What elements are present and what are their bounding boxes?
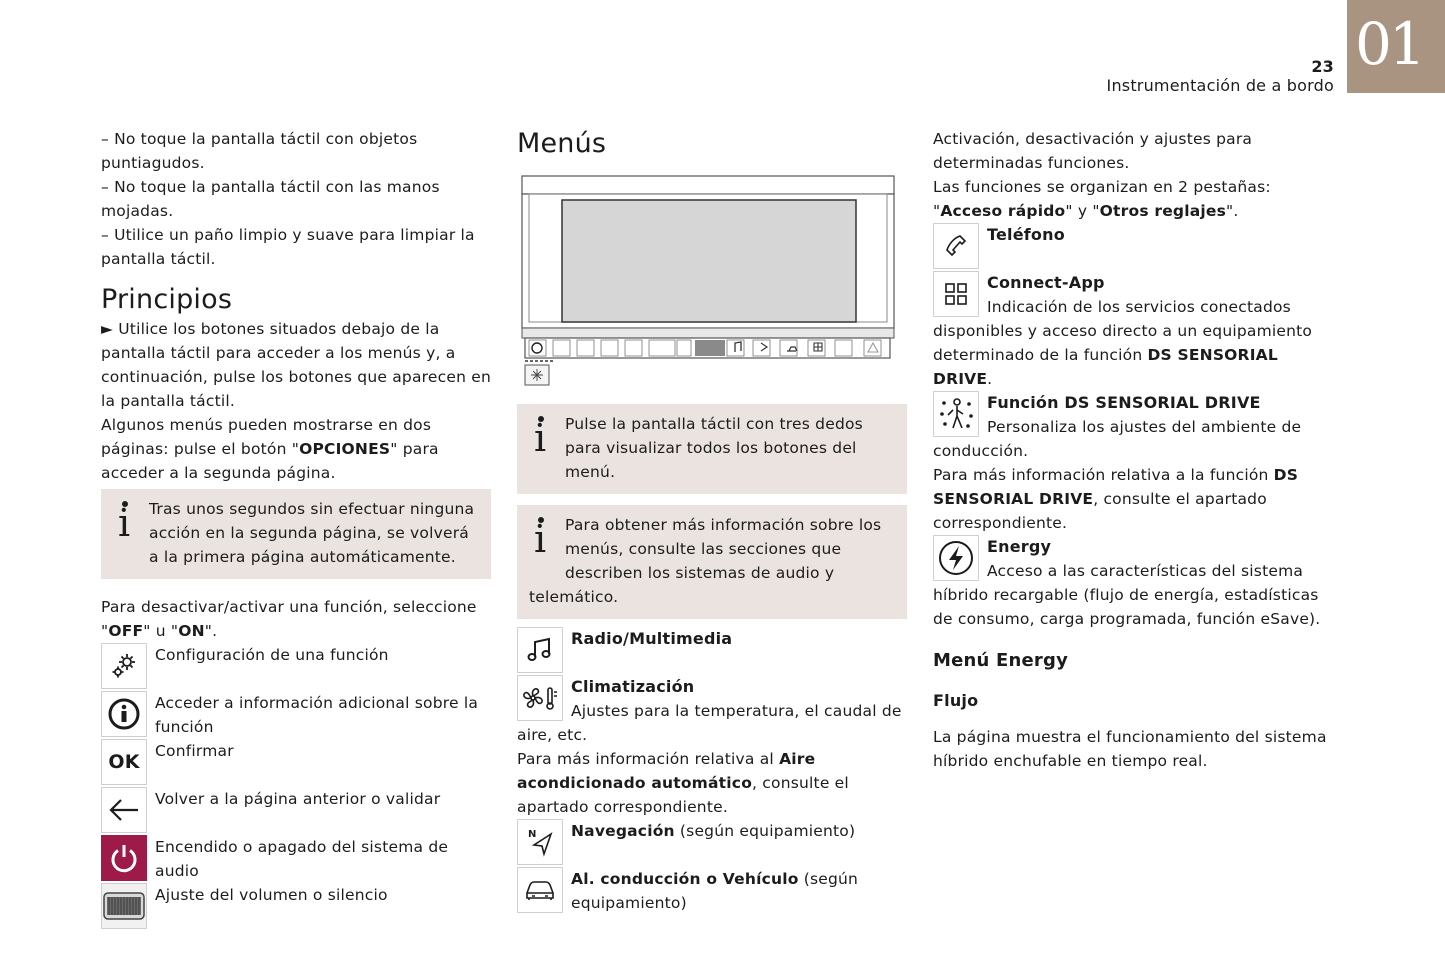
info-box-second-page [101,489,491,579]
section-title: Instrumentación de a bordo [1106,76,1334,95]
item-power-label: Encendido o apagado del sistema de audio [155,838,449,880]
chapter-number: 01 [1355,10,1423,78]
power-icon [101,835,147,881]
touchscreen-diagram [517,173,897,388]
menu-energy-heading: Menú Energy [933,650,1069,671]
menu-telefono [933,223,1333,271]
menu-energy [933,535,1333,631]
ok-icon: OK [101,739,147,785]
back-arrow-icon [101,787,147,833]
menu-navigation [517,819,907,867]
item-back [101,787,491,835]
sensorial-ref: Para más información relativa a la función DS SENSORIAL DRIVE, consulte el apartado correspondiente. [933,466,1299,532]
info-text: Para obtener más información sobre los menús, consulte las secciones que describen los sistemas de audio y telemático. [529,516,882,606]
navigation-arrow-icon [517,819,563,865]
column-1 [101,127,491,931]
sensorial-figure-icon [933,391,979,437]
bullet-2: – No toque la pantalla táctil con las manos mojadas. [101,178,440,220]
svg-text:N: N [528,829,537,840]
item-confirm-label: Confirmar [155,742,234,760]
info-box-three-fingers [517,404,907,494]
bullet-3: – Utilice un paño limpio y suave para limpiar la pantalla táctil. [101,226,475,268]
intro-text: Activación, desactivación y ajustes para determinadas funciones. [933,130,1253,172]
flujo-text: La página muestra el funcionamiento del sistema híbrido enchufable en tiempo real. [933,728,1327,770]
info-circle-icon [101,691,147,737]
menus-heading: Menús [517,128,607,159]
connect-text: Indicación de los servicios conectados disponibles y acceso directo a un equipamiento determinado de la función DS SENSORIAL DRIVE. [933,298,1313,388]
vehicle-text: Al. conducción o Vehículo (según equipamiento) [571,870,859,912]
energy-title: Energy [987,537,1052,556]
sensorial-title: Función DS SENSORIAL DRIVE [987,393,1261,412]
item-volume-label: Ajuste del volumen o silencio [155,886,388,904]
info-text: Pulse la pantalla táctil con tres dedos para visualizar todos los botones del menú. [565,415,863,481]
toggle-text: Para desactivar/activar una función, seleccione "OFF" u "ON". [101,598,477,640]
menu-clima [517,675,907,747]
bullet-1: – No toque la pantalla táctil con objetos puntiagudos. [101,130,418,172]
energy-text: Acceso a las características del sistema híbrido recargable (flujo de energía, estadísticas de consumo, carga programada, función eSave). [933,562,1321,628]
car-icon [517,867,563,913]
volume-wheel-icon [101,883,147,929]
column-2 [517,127,907,915]
page-number: 23 [1311,57,1334,76]
menu-sensorial [933,391,1333,463]
info-box-more-info [517,505,907,619]
info-icon [529,412,553,462]
principios-text-1: ► Utilice los botones situados debajo de la pantalla táctil para acceder a los menús y, a continuación, pulse los botones que aparecen en la pantalla táctil. [101,320,491,410]
column-3 [933,127,1333,773]
clima-ref: Para más información relativa al Aire acondicionado automático, consulte el apartado correspondiente. [517,750,849,816]
principios-heading: Principios [101,284,233,315]
energy-bolt-icon [933,535,979,581]
connect-title: Connect-App [987,273,1105,292]
sensorial-text: Personaliza los ajustes del ambiente de conducción. [933,418,1302,460]
music-note-icon [517,627,563,673]
item-power [101,835,491,883]
navigation-text: Navegación (según equipamiento) [571,822,856,840]
tabs-text: Las funciones se organizan en 2 pestañas: "Acceso rápido" y "Otros reglajes". [933,178,1271,220]
item-info [101,691,491,739]
principios-text-2: Algunos menús pueden mostrarse en dos páginas: pulse el botón "OPCIONES" para acceder a la segunda página. [101,416,439,482]
item-back-label: Volver a la página anterior o validar [155,790,441,808]
info-icon [113,497,137,547]
phone-icon [933,223,979,269]
item-configure-label: Configuración de una función [155,646,389,664]
item-volume [101,883,491,931]
telefono-title: Teléfono [987,225,1065,244]
menu-vehicle [517,867,907,915]
item-info-label: Acceder a información adicional sobre la función [155,694,479,736]
menu-connect-app [933,271,1333,391]
radio-title: Radio/Multimedia [571,629,733,648]
info-text: Tras unos segundos sin efectuar ninguna acción en la segunda página, se volverá a la primera página automáticamente. [149,500,475,566]
flujo-heading: Flujo [933,691,979,710]
chapter-tab [1347,0,1445,93]
item-confirm [101,739,491,787]
info-icon [529,513,553,563]
menu-radio [517,627,907,675]
apps-grid-icon [933,271,979,317]
fan-temperature-icon [517,675,563,721]
gear-icon [101,643,147,689]
item-configure [101,643,491,691]
clima-text: Ajustes para la temperatura, el caudal de aire, etc. [517,702,902,744]
clima-title: Climatización [571,677,695,696]
